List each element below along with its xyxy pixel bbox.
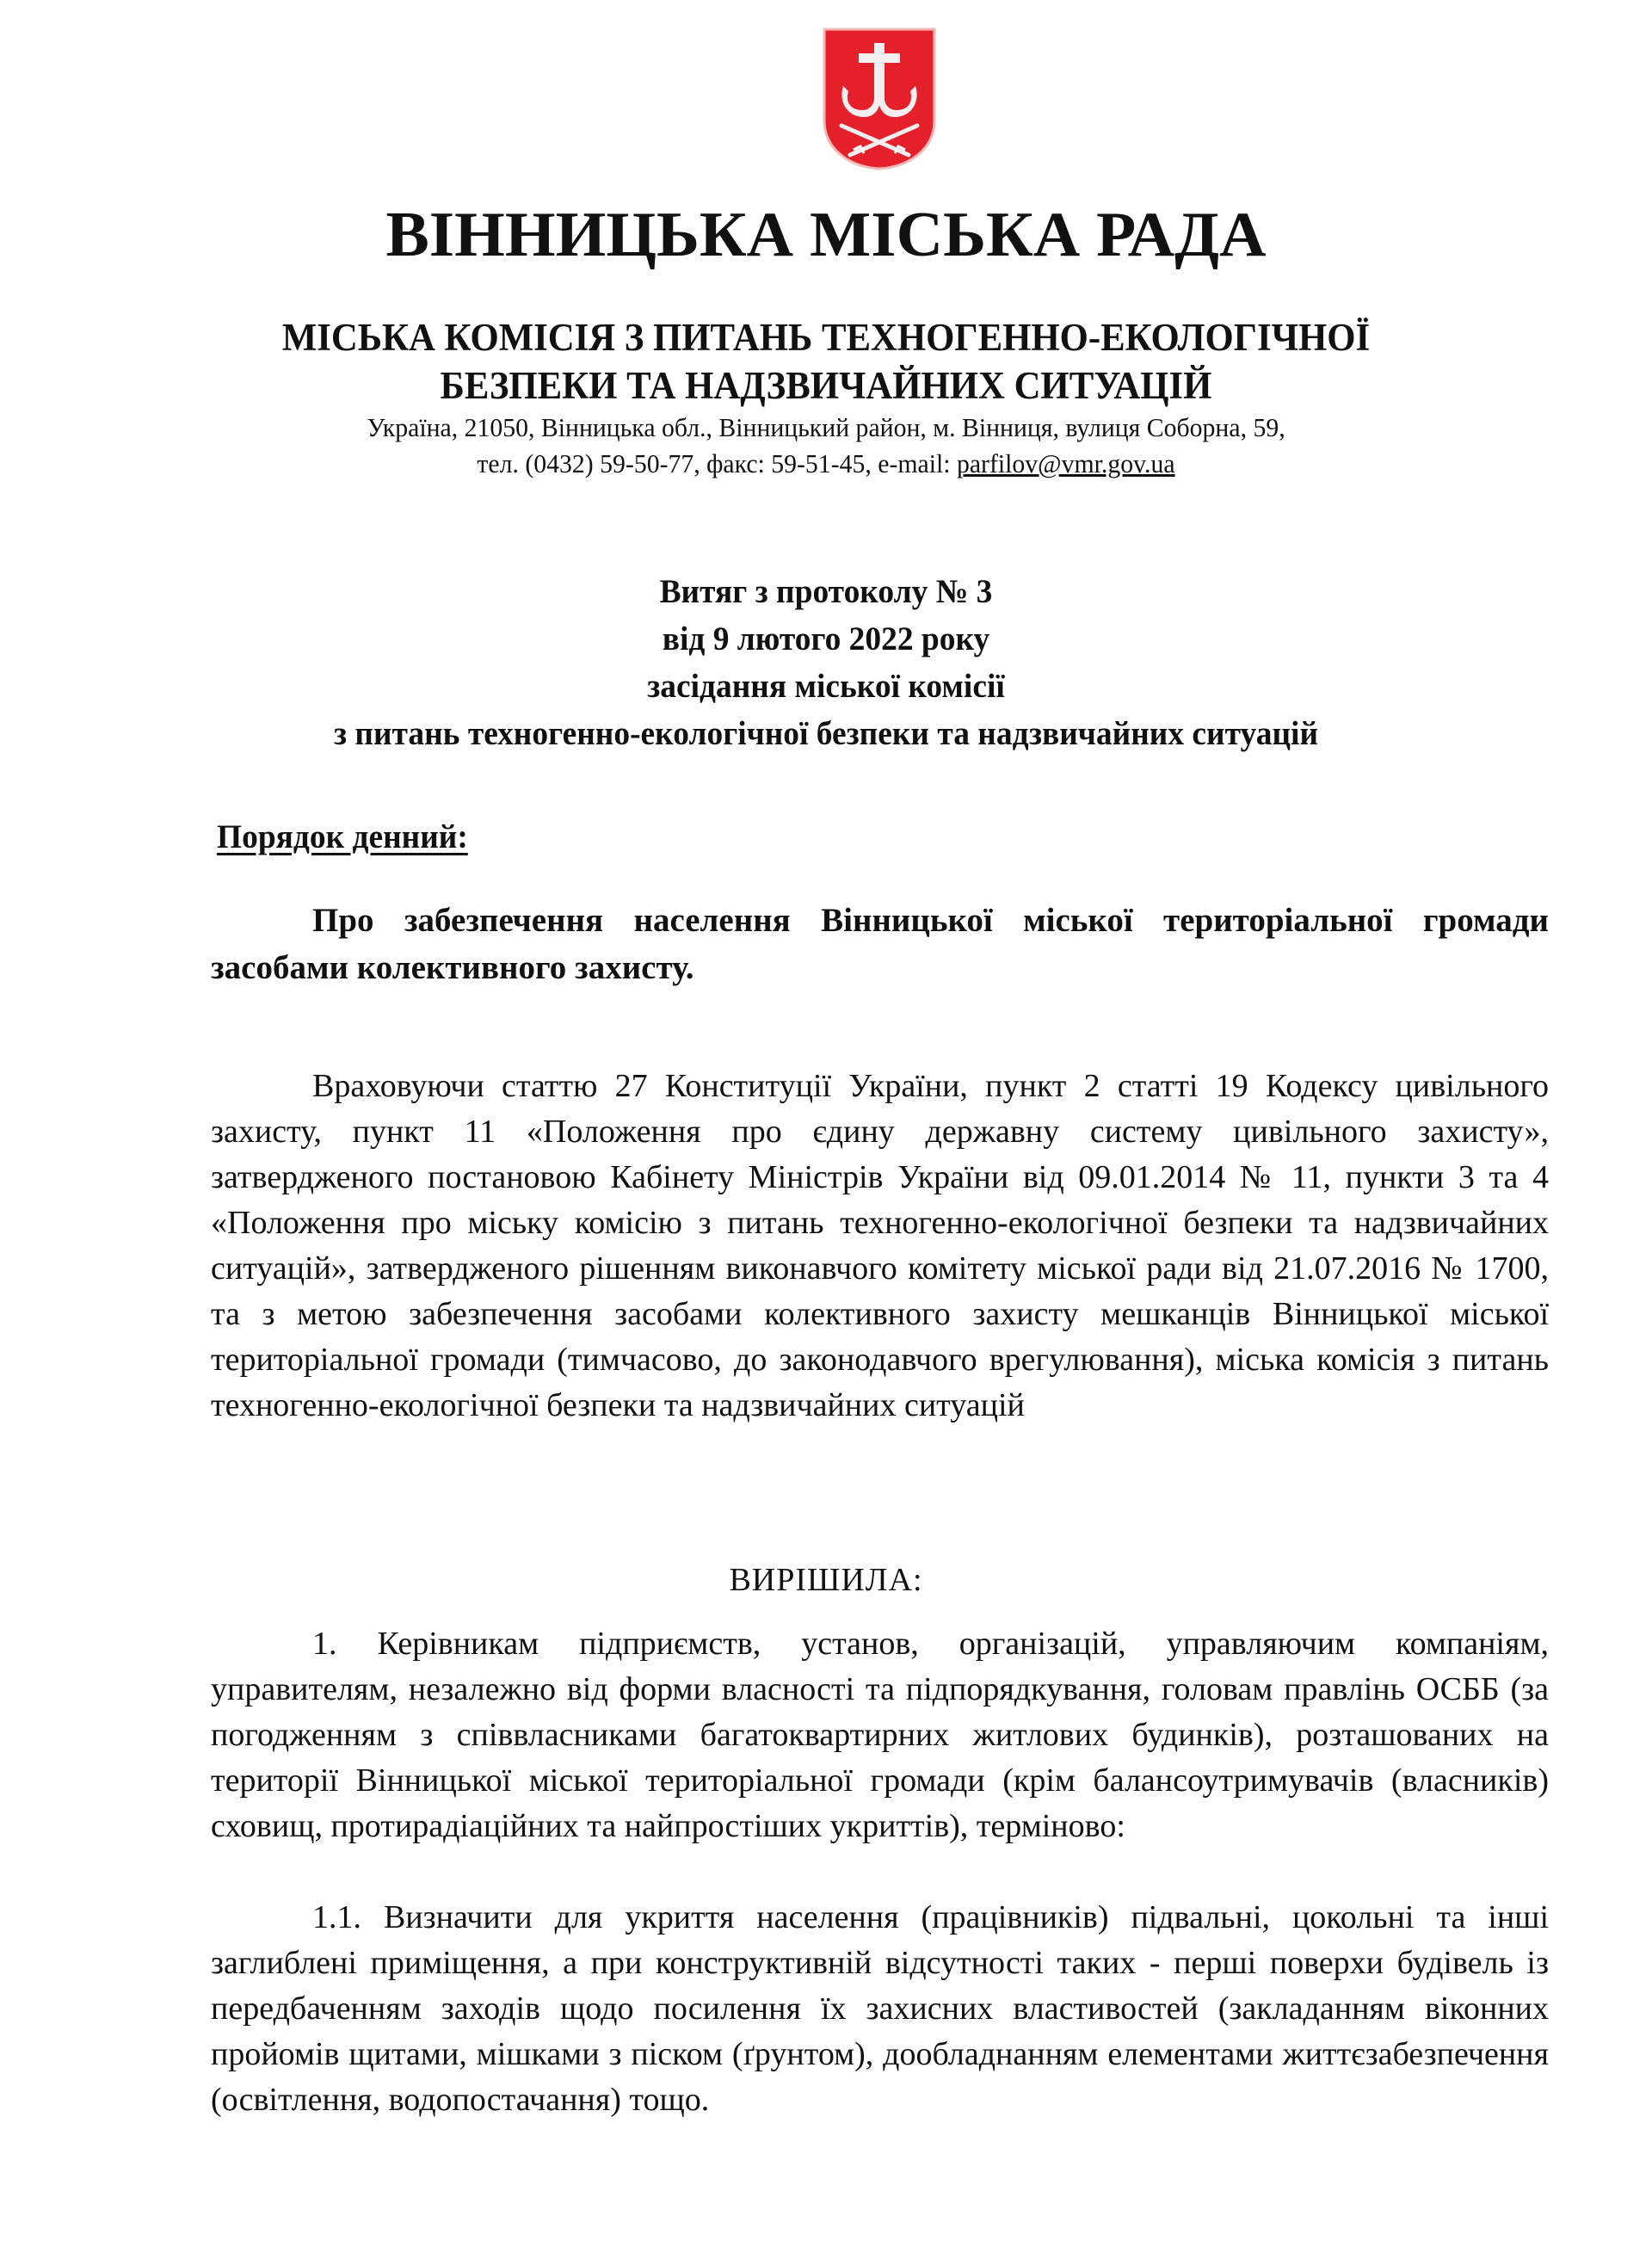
postal-address: Україна, 21050, Вінницька обл., Вінницький район, м. Вінниця, вулиця Соборна, 59, — [367, 412, 1285, 442]
protocol-heading — [33, 568, 1618, 757]
clause-text: Визначити для укриття населення (працівників) підвальні, цокольні та інші заглиблені приміщення, а при конструктивній відсутності таких - перші поверхи будівель із передбаченням заходів щодо посилення їх захисних властивостей (закладанням віконних пройомів щитами, мішками з піском (ґрунтом), дообладнанням елементами життєзабезпечення (освітлення, водопостачання) тощо. — [211, 1899, 1549, 2118]
contact-address-block — [33, 410, 1618, 482]
clause-number: 1. — [312, 1626, 337, 1662]
decided-heading: ВИРІШИЛА: — [729, 1562, 923, 1598]
protocol-meeting: засідання міської комісії — [647, 668, 1005, 705]
contact-phones — [33, 446, 1618, 482]
city-coat-of-arms-icon — [819, 24, 940, 172]
commission-name-line-2: БЕЗПЕКИ ТА НАДЗВИЧАЙНИХ СИТУАЦІЙ — [440, 364, 1212, 407]
commission-name-line-1: МІСЬКА КОМІСІЯ З ПИТАНЬ ТЕХНОГЕННО-ЕКОЛОГІЧНОЇ — [281, 316, 1371, 359]
clause-text: Керівникам підприємств, установ, організацій, управляючим компаніям, управителям, незалежно від форми власності та підпорядкування, головам правлінь ОСББ (за погодженням з співвласниками багатоквартирних житлових будинків), розташованих на території Вінницької міської територіальної громади (крім балансоутримувачів (власників) сховищ, протирадіаційних та найпростіших укриттів), терміново: — [211, 1626, 1550, 1844]
protocol-commission: з питань техногенно-екологічної безпеки та надзвичайних ситуацій — [333, 715, 1319, 752]
agenda-label: Порядок денний: — [217, 818, 468, 855]
council-title: ВІННИЦЬКА МІСЬКА РАДА — [385, 200, 1267, 270]
clause-number: 1.1. — [312, 1899, 361, 1935]
agenda-item: Про забезпечення населення Вінницької міської територіальної громади засобами колективного захисту. — [211, 902, 1549, 986]
protocol-number: Витяг з протоколу № 3 — [659, 573, 993, 610]
clause-1 — [211, 1621, 1549, 1849]
commission-name — [41, 313, 1611, 410]
clause-1-1 — [211, 1895, 1549, 2123]
email-link[interactable]: parfilov@vmr.gov.ua — [956, 448, 1175, 478]
protocol-date: від 9 лютого 2022 року — [662, 620, 990, 657]
phone-fax-text: тел. (0432) 59-50-77, факс: 59-51-45, e-mail: — [477, 448, 957, 478]
preamble-paragraph: Враховуючи статтю 27 Конституції України, пункт 2 статті 19 Кодексу цивільного захисту, пункт 11 «Положення про єдину державну систему цивільного захисту», затвердженого постановою Кабінету Міністрів України від 09.01.2014 № 11, пункти 3 та 4 «Положення про міську комісію з питань техногенно-екологічної безпеки та надзвичайних ситуацій», затвердженого рішенням виконавчого комітету міської ради від 21.07.2016 № 1700, та з метою забезпечення засобами колективного захисту мешканців Вінницької міської територіальної громади (тимчасово, до законодавчого врегулювання), міська комісія з питань техногенно-екологічної безпеки та надзвичайних ситуацій — [211, 1068, 1549, 1423]
